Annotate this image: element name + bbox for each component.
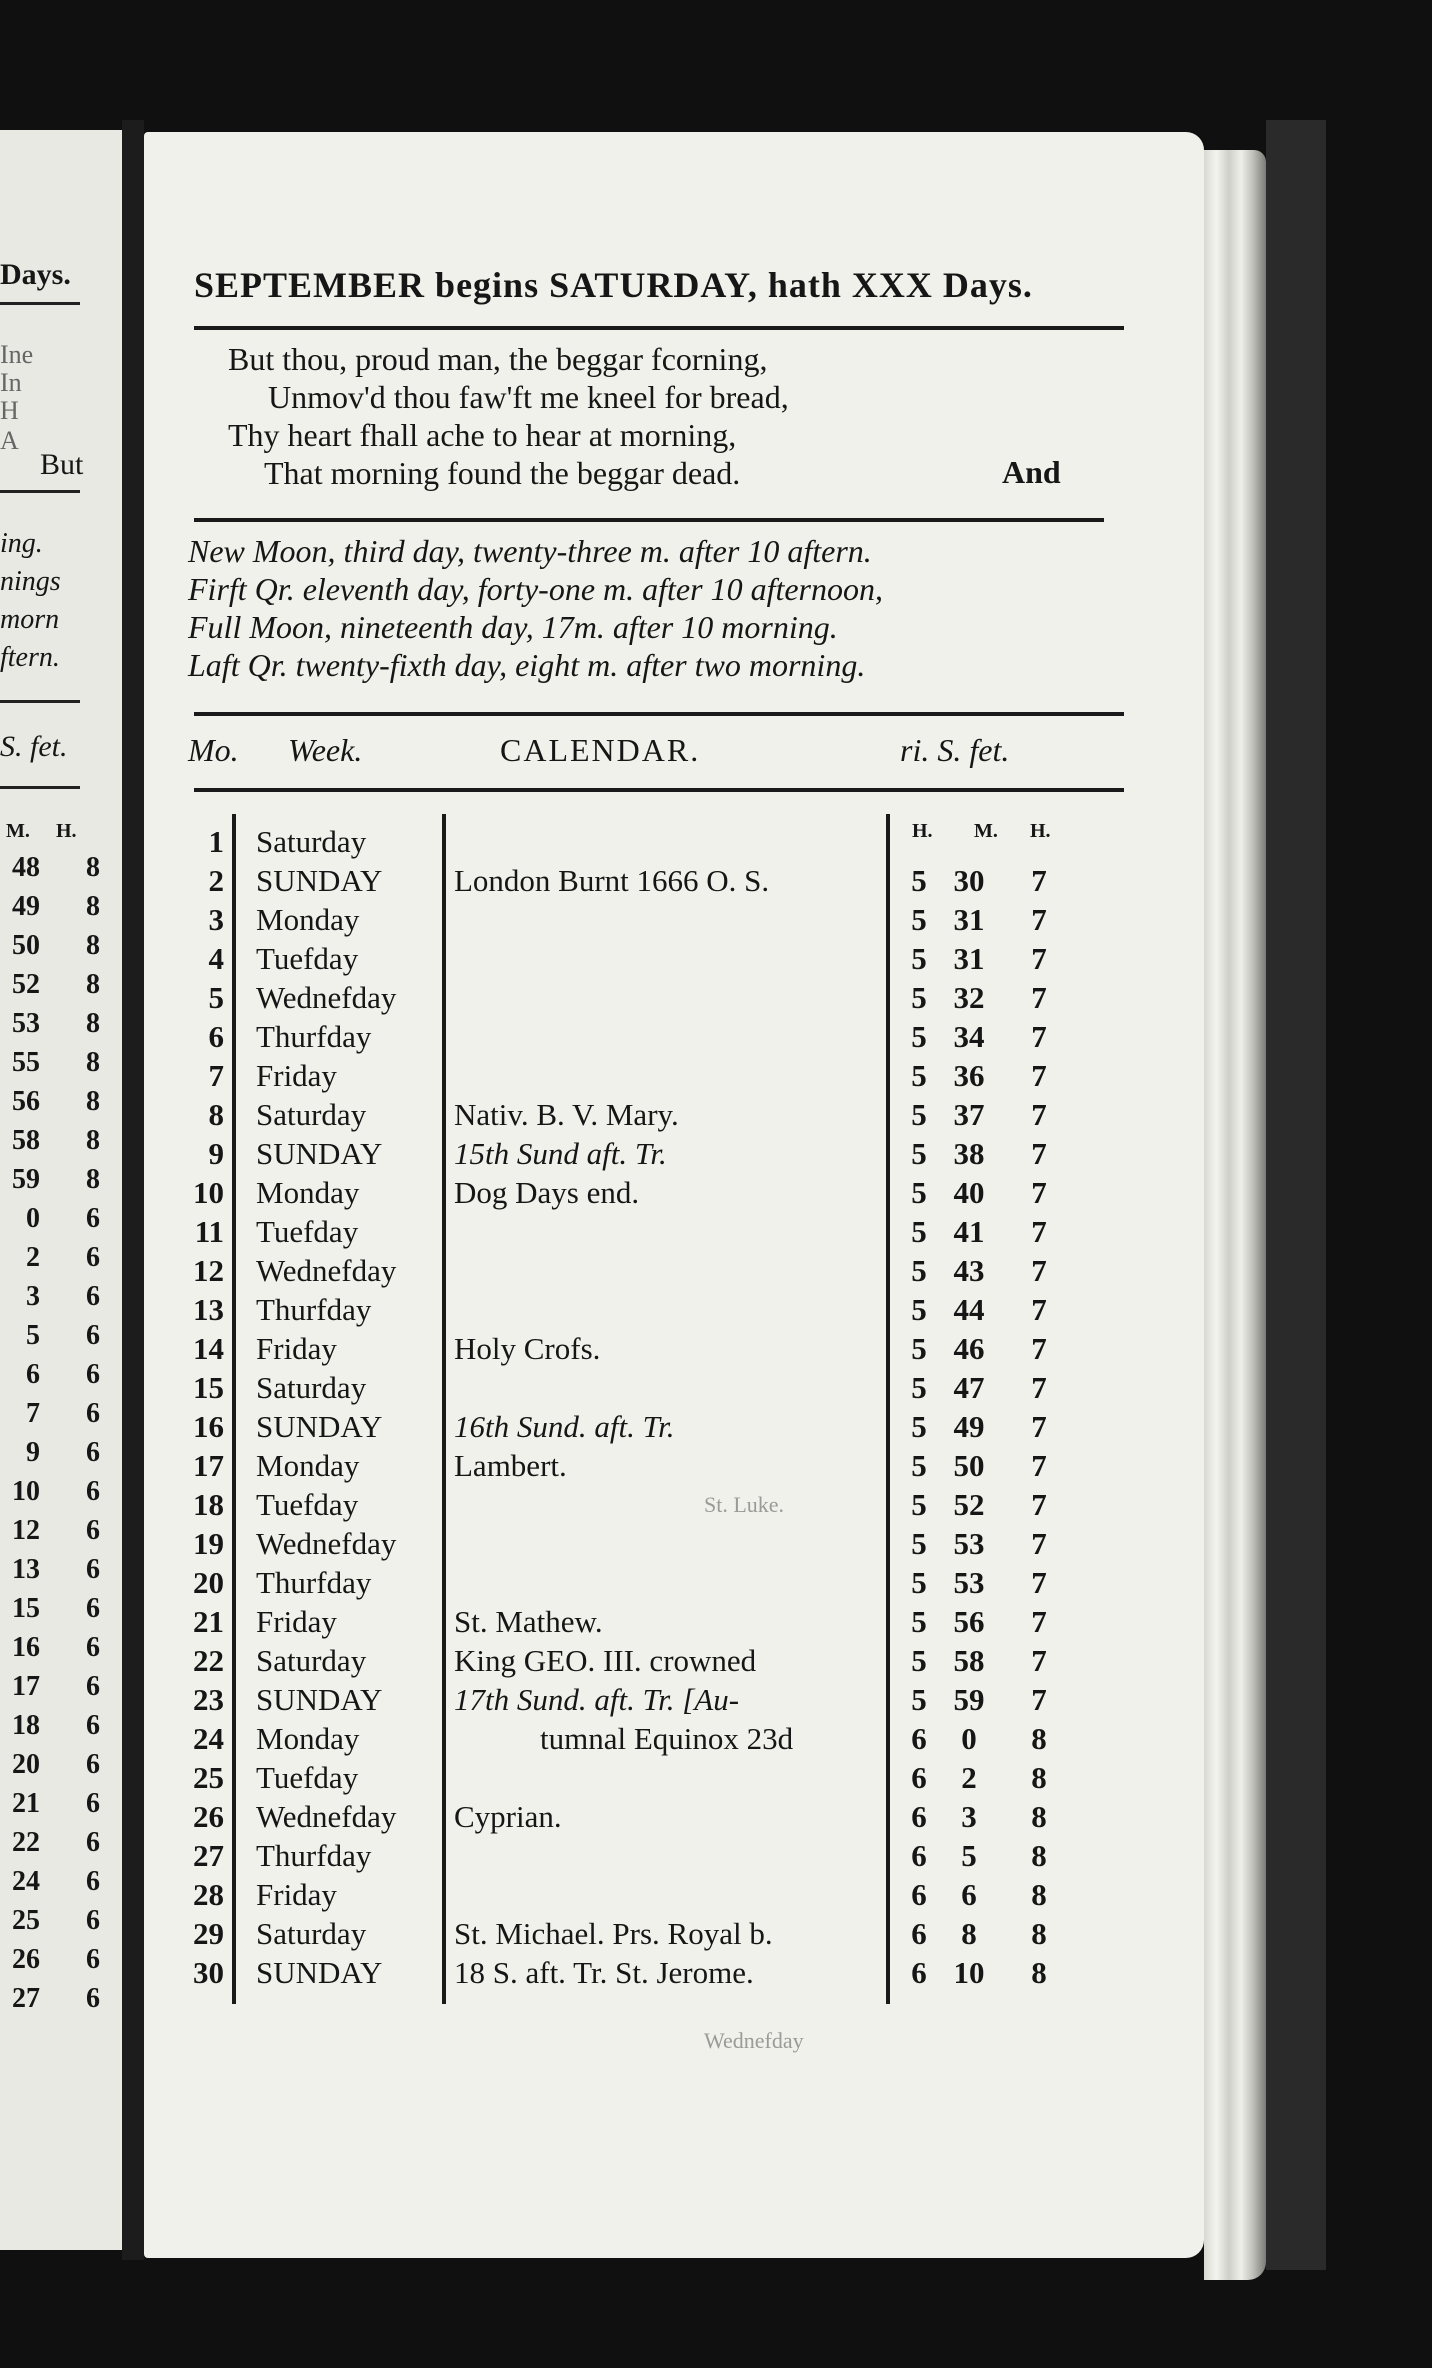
sun-set-hour: 7 xyxy=(1031,941,1047,976)
sun-rise-hour: 5 xyxy=(911,1682,927,1717)
sun-rise-hour: 5 xyxy=(911,1565,927,1600)
facing-minute-value: 27 xyxy=(12,1983,40,2014)
calendar-row xyxy=(144,1368,1204,1407)
sun-minutes: 44 xyxy=(953,1292,985,1327)
calendar-row xyxy=(144,1173,1204,1212)
sun-set-hour: 7 xyxy=(1031,980,1047,1015)
facing-phase-fragment: ing. xyxy=(0,528,43,559)
facing-header-fragment: Days. xyxy=(0,258,71,291)
calendar-row xyxy=(144,1290,1204,1329)
verse-line: But thou, proud man, the beggar fcorning, xyxy=(228,341,768,377)
calendar-event: tumnal Equinox 23d xyxy=(540,1721,794,1756)
sun-rise-hour: 5 xyxy=(911,1058,927,1093)
sun-minutes: 8 xyxy=(961,1916,977,1951)
day-number: 17 xyxy=(193,1448,224,1483)
day-number: 5 xyxy=(208,980,224,1015)
day-number: 9 xyxy=(208,1136,224,1171)
sun-minutes: 58 xyxy=(953,1643,985,1678)
facing-hour-value: 6 xyxy=(86,1710,100,1741)
facing-minute-value: 17 xyxy=(12,1671,40,1702)
unit-minutes: M. xyxy=(974,820,998,842)
sun-set-hour: 7 xyxy=(1031,1331,1047,1366)
page-stack-edge xyxy=(1204,150,1266,2280)
sun-minutes: 0 xyxy=(961,1721,977,1756)
calendar-row xyxy=(144,939,1204,978)
facing-minute-value: 18 xyxy=(12,1710,40,1741)
weekday: Tuefday xyxy=(256,1760,359,1795)
facing-minute-value: 6 xyxy=(26,1359,40,1390)
calendar-event: Holy Crofs. xyxy=(454,1331,601,1366)
sun-minutes: 49 xyxy=(953,1409,985,1444)
calendar-row xyxy=(144,1797,1204,1836)
calendar-event: Lambert. xyxy=(454,1448,567,1483)
sun-rise-hour: 5 xyxy=(911,1526,927,1561)
page-heading: SEPTEMBER begins SATURDAY, hath XXX Days. xyxy=(194,265,1033,305)
weekday: Friday xyxy=(256,1331,337,1366)
sun-minutes: 53 xyxy=(953,1565,985,1600)
sun-minutes: 59 xyxy=(953,1682,985,1717)
facing-verse-fragment: H xyxy=(0,396,19,425)
sun-minutes: 56 xyxy=(953,1604,985,1639)
facing-minute-value: 53 xyxy=(12,1008,40,1039)
weekday: Saturday xyxy=(256,1097,367,1132)
weekday: Tuefday xyxy=(256,1487,359,1522)
sun-rise-hour: 5 xyxy=(911,902,927,937)
sun-rise-hour: 5 xyxy=(911,1409,927,1444)
sun-rise-hour: 6 xyxy=(911,1916,927,1951)
sun-minutes: 5 xyxy=(961,1838,977,1873)
calendar-row xyxy=(144,1719,1204,1758)
day-number: 15 xyxy=(193,1370,224,1405)
calendar-row xyxy=(144,1017,1204,1056)
calendar-row xyxy=(144,900,1204,939)
weekday: Tuefday xyxy=(256,941,359,976)
facing-hour-value: 6 xyxy=(86,1944,100,1975)
day-number: 14 xyxy=(193,1331,224,1366)
calendar-row xyxy=(144,861,1204,900)
weekday: SUNDAY xyxy=(256,1136,383,1171)
calendar-row xyxy=(144,1680,1204,1719)
calendar-row xyxy=(144,1056,1204,1095)
sun-set-hour: 7 xyxy=(1031,863,1047,898)
facing-hour-value: 8 xyxy=(86,1125,100,1156)
facing-rule xyxy=(0,490,80,493)
day-number: 11 xyxy=(194,1214,224,1249)
calendar-row xyxy=(144,1563,1204,1602)
facing-minute-value: 9 xyxy=(26,1437,40,1468)
calendar-row xyxy=(144,1758,1204,1797)
facing-hour-value: 6 xyxy=(86,1827,100,1858)
sun-rise-hour: 5 xyxy=(911,1370,927,1405)
column-head-month: Mo. xyxy=(188,732,239,768)
heading-rule xyxy=(194,326,1124,330)
weekday: Wednefday xyxy=(256,1526,397,1561)
sun-set-hour: 7 xyxy=(1031,1253,1047,1288)
sun-rise-hour: 5 xyxy=(911,1175,927,1210)
sun-minutes: 36 xyxy=(953,1058,985,1093)
facing-minute-value: 56 xyxy=(12,1086,40,1117)
facing-rule xyxy=(0,786,80,789)
unit-rises-hour: H. xyxy=(912,820,933,842)
sun-minutes: 6 xyxy=(961,1877,977,1912)
facing-minute-value: 59 xyxy=(12,1164,40,1195)
facing-minute-value: 15 xyxy=(12,1593,40,1624)
day-number: 19 xyxy=(193,1526,224,1561)
moon-phase-last-quarter: Laft Qr. twenty-fixth day, eight m. after two morning. xyxy=(188,647,866,683)
calendar-event: 15th Sund aft. Tr. xyxy=(454,1136,667,1171)
calendar-row xyxy=(144,1329,1204,1368)
day-number: 8 xyxy=(208,1097,224,1132)
facing-minute-value: 58 xyxy=(12,1125,40,1156)
facing-minute-value: 24 xyxy=(12,1866,40,1897)
day-number: 20 xyxy=(193,1565,224,1600)
day-number: 3 xyxy=(208,902,224,937)
catchword: And xyxy=(1002,454,1061,490)
facing-minute-value: 10 xyxy=(12,1476,40,1507)
facing-hour-value: 6 xyxy=(86,1242,100,1273)
weekday: Friday xyxy=(256,1058,337,1093)
facing-minute-value: 55 xyxy=(12,1047,40,1078)
sun-set-hour: 7 xyxy=(1031,1214,1047,1249)
sun-minutes: 40 xyxy=(953,1175,985,1210)
sun-set-hour: 7 xyxy=(1031,1526,1047,1561)
facing-minute-value: 25 xyxy=(12,1905,40,1936)
facing-hour-value: 8 xyxy=(86,1008,100,1039)
sun-set-hour: 7 xyxy=(1031,1565,1047,1600)
calendar-row xyxy=(144,1251,1204,1290)
facing-hour-value: 6 xyxy=(86,1671,100,1702)
facing-unit-minutes: M. xyxy=(6,820,30,842)
verse-line: Unmov'd thou faw'ft me kneel for bread, xyxy=(268,379,789,415)
facing-hour-value: 8 xyxy=(86,1047,100,1078)
calendar-row xyxy=(144,1095,1204,1134)
facing-phase-fragment: morn xyxy=(0,604,60,635)
sun-rise-hour: 5 xyxy=(911,863,927,898)
moon-phase-full: Full Moon, nineteenth day, 17m. after 10 morning. xyxy=(188,609,838,645)
weekday: Monday xyxy=(256,1175,360,1210)
facing-rule xyxy=(0,302,80,305)
almanac-page xyxy=(144,132,1204,2258)
calendar-row xyxy=(144,1641,1204,1680)
calendar-row xyxy=(144,1134,1204,1173)
facing-hour-value: 6 xyxy=(86,1320,100,1351)
weekday: Wednefday xyxy=(256,1253,397,1288)
calendar-event: St. Michael. Prs. Royal b. xyxy=(454,1916,773,1951)
show-through-text: Wednefday xyxy=(704,2028,804,2053)
sun-set-hour: 7 xyxy=(1031,1448,1047,1483)
day-number: 30 xyxy=(193,1955,224,1990)
sun-rise-hour: 5 xyxy=(911,1097,927,1132)
day-number: 12 xyxy=(193,1253,224,1288)
day-number: 22 xyxy=(193,1643,224,1678)
facing-hour-value: 8 xyxy=(86,1164,100,1195)
facing-minute-value: 22 xyxy=(12,1827,40,1858)
facing-hour-value: 6 xyxy=(86,1905,100,1936)
sun-set-hour: 7 xyxy=(1031,902,1047,937)
weekday: SUNDAY xyxy=(256,1409,383,1444)
day-number: 23 xyxy=(193,1682,224,1717)
facing-hour-value: 6 xyxy=(86,1203,100,1234)
sun-minutes: 3 xyxy=(961,1799,977,1834)
sun-set-hour: 8 xyxy=(1031,1955,1047,1990)
facing-minute-value: 5 xyxy=(26,1320,40,1351)
day-number: 18 xyxy=(193,1487,224,1522)
facing-minute-value: 20 xyxy=(12,1749,40,1780)
calendar-row xyxy=(144,1914,1204,1953)
weekday: SUNDAY xyxy=(256,1955,383,1990)
sun-rise-hour: 5 xyxy=(911,1292,927,1327)
book-gutter xyxy=(122,120,144,2260)
sun-minutes: 31 xyxy=(953,941,985,976)
weekday: Thurfday xyxy=(256,1292,372,1327)
sun-set-hour: 7 xyxy=(1031,1136,1047,1171)
day-number: 6 xyxy=(208,1019,224,1054)
sun-rise-hour: 5 xyxy=(911,1253,927,1288)
facing-hour-value: 8 xyxy=(86,852,100,883)
sun-rise-hour: 6 xyxy=(911,1721,927,1756)
sun-minutes: 31 xyxy=(953,902,985,937)
facing-verse-fragment: Ine xyxy=(0,340,34,369)
facing-minutes-column xyxy=(0,848,40,2018)
scan-shadow xyxy=(1266,120,1326,2270)
calendar-row xyxy=(144,1602,1204,1641)
calendar-event: 17th Sund. aft. Tr. [Au- xyxy=(454,1682,740,1717)
facing-minute-value: 13 xyxy=(12,1554,40,1585)
facing-unit-hours: H. xyxy=(56,820,77,842)
sun-minutes: 38 xyxy=(953,1136,985,1171)
day-number: 13 xyxy=(193,1292,224,1327)
calendar-event: London Burnt 1666 O. S. xyxy=(454,863,770,898)
weekday: Friday xyxy=(256,1604,337,1639)
facing-hour-value: 8 xyxy=(86,1086,100,1117)
sun-minutes: 37 xyxy=(953,1097,985,1132)
calendar-event: St. Mathew. xyxy=(454,1604,603,1639)
day-number: 24 xyxy=(193,1721,224,1756)
facing-hour-value: 8 xyxy=(86,930,100,961)
sun-minutes: 47 xyxy=(953,1370,985,1405)
phase-rule xyxy=(194,712,1124,716)
calendar-row xyxy=(144,1524,1204,1563)
weekday: Monday xyxy=(256,902,360,937)
sun-rise-hour: 5 xyxy=(911,1448,927,1483)
column-head-calendar: CALENDAR. xyxy=(500,732,701,768)
facing-minute-value: 26 xyxy=(12,1944,40,1975)
calendar-event: 18 S. aft. Tr. St. Jerome. xyxy=(454,1955,754,1990)
facing-hour-value: 6 xyxy=(86,1515,100,1546)
column-head-rule xyxy=(194,788,1124,792)
sun-rise-hour: 5 xyxy=(911,1136,927,1171)
sun-minutes: 43 xyxy=(953,1253,985,1288)
facing-hour-value: 6 xyxy=(86,1554,100,1585)
sun-rise-hour: 6 xyxy=(911,1838,927,1873)
sun-minutes: 53 xyxy=(953,1526,985,1561)
verse-line: That morning found the beggar dead. xyxy=(264,455,741,491)
facing-phase-fragment: ftern. xyxy=(0,642,60,673)
sun-set-hour: 7 xyxy=(1031,1058,1047,1093)
facing-hours-column xyxy=(60,848,100,2018)
facing-minute-value: 12 xyxy=(12,1515,40,1546)
calendar-event: Nativ. B. V. Mary. xyxy=(454,1097,679,1132)
day-number: 21 xyxy=(193,1604,224,1639)
weekday: SUNDAY xyxy=(256,1682,383,1717)
sun-rise-hour: 5 xyxy=(911,941,927,976)
show-through-text: St. Luke. xyxy=(704,1492,785,1517)
sun-minutes: 30 xyxy=(953,863,985,898)
weekday: Thurfday xyxy=(256,1838,372,1873)
sun-set-hour: 8 xyxy=(1031,1838,1047,1873)
weekday: Monday xyxy=(256,1448,360,1483)
weekday: Saturday xyxy=(256,1916,367,1951)
calendar-event: King GEO. III. crowned xyxy=(454,1643,757,1678)
sun-set-hour: 7 xyxy=(1031,1019,1047,1054)
calendar-row xyxy=(144,1485,1204,1524)
sun-set-hour: 7 xyxy=(1031,1682,1047,1717)
facing-page xyxy=(0,130,122,2250)
sun-minutes: 41 xyxy=(953,1214,985,1249)
sun-rise-hour: 6 xyxy=(911,1877,927,1912)
day-number: 1 xyxy=(208,824,224,859)
sun-rise-hour: 5 xyxy=(911,980,927,1015)
sun-set-hour: 8 xyxy=(1031,1760,1047,1795)
facing-hour-value: 6 xyxy=(86,1437,100,1468)
sun-set-hour: 8 xyxy=(1031,1799,1047,1834)
facing-hour-value: 6 xyxy=(86,1281,100,1312)
weekday: Wednefday xyxy=(256,1799,397,1834)
sun-minutes: 50 xyxy=(953,1448,985,1483)
sun-rise-hour: 5 xyxy=(911,1331,927,1366)
facing-hour-value: 6 xyxy=(86,1749,100,1780)
sun-minutes: 32 xyxy=(953,980,985,1015)
facing-hour-value: 6 xyxy=(86,1788,100,1819)
calendar-row xyxy=(144,1875,1204,1914)
facing-minute-value: 49 xyxy=(12,891,40,922)
sun-set-hour: 8 xyxy=(1031,1721,1047,1756)
weekday: Saturday xyxy=(256,1643,367,1678)
weekday: Thurfday xyxy=(256,1565,372,1600)
sun-set-hour: 7 xyxy=(1031,1175,1047,1210)
calendar-row xyxy=(144,978,1204,1017)
day-number: 4 xyxy=(208,941,224,976)
sun-minutes: 46 xyxy=(953,1331,985,1366)
calendar-row xyxy=(144,1446,1204,1485)
facing-hour-value: 8 xyxy=(86,969,100,1000)
unit-sets-hour: H. xyxy=(1030,820,1051,842)
day-number: 7 xyxy=(208,1058,224,1093)
facing-hour-value: 8 xyxy=(86,891,100,922)
day-number: 26 xyxy=(193,1799,224,1834)
sun-set-hour: 7 xyxy=(1031,1487,1047,1522)
calendar-event: Dog Days end. xyxy=(454,1175,640,1210)
sun-set-hour: 7 xyxy=(1031,1643,1047,1678)
day-number: 29 xyxy=(193,1916,224,1951)
facing-column-fragment: S. fet. xyxy=(0,730,68,763)
facing-minute-value: 0 xyxy=(26,1203,40,1234)
sun-minutes: 10 xyxy=(953,1955,985,1990)
sun-rise-hour: 5 xyxy=(911,1019,927,1054)
facing-rule xyxy=(0,700,80,703)
facing-phase-fragment: nings xyxy=(0,566,61,597)
facing-minute-value: 3 xyxy=(26,1281,40,1312)
sun-minutes: 34 xyxy=(953,1019,985,1054)
facing-verse-fragment: In xyxy=(0,368,22,397)
sun-rise-hour: 5 xyxy=(911,1643,927,1678)
sun-rise-hour: 6 xyxy=(911,1760,927,1795)
verse-rule xyxy=(194,518,1104,522)
facing-catchword: But xyxy=(40,448,84,481)
sun-set-hour: 8 xyxy=(1031,1916,1047,1951)
facing-hour-value: 6 xyxy=(86,1593,100,1624)
calendar-event: Cyprian. xyxy=(454,1799,562,1834)
facing-minute-value: 2 xyxy=(26,1242,40,1273)
weekday: Friday xyxy=(256,1877,337,1912)
calendar-row xyxy=(144,1212,1204,1251)
facing-hour-value: 6 xyxy=(86,1632,100,1663)
sun-set-hour: 7 xyxy=(1031,1370,1047,1405)
weekday: Monday xyxy=(256,1721,360,1756)
facing-minute-value: 16 xyxy=(12,1632,40,1663)
calendar-row xyxy=(144,1953,1204,1992)
weekday: Saturday xyxy=(256,824,367,859)
facing-minute-value: 7 xyxy=(26,1398,40,1429)
sun-minutes: 2 xyxy=(961,1760,977,1795)
facing-minute-value: 52 xyxy=(12,969,40,1000)
calendar-row xyxy=(144,1407,1204,1446)
column-head-week: Week. xyxy=(288,732,363,768)
facing-hour-value: 6 xyxy=(86,1983,100,2014)
moon-phase-first-quarter: Firft Qr. eleventh day, forty-one m. after 10 afternoon, xyxy=(188,571,883,607)
facing-minute-value: 48 xyxy=(12,852,40,883)
sun-set-hour: 8 xyxy=(1031,1877,1047,1912)
weekday: SUNDAY xyxy=(256,863,383,898)
day-number: 27 xyxy=(193,1838,224,1873)
weekday: Thurfday xyxy=(256,1019,372,1054)
sun-set-hour: 7 xyxy=(1031,1097,1047,1132)
day-number: 28 xyxy=(193,1877,224,1912)
calendar-event: 16th Sund. aft. Tr. xyxy=(454,1409,675,1444)
facing-hour-value: 6 xyxy=(86,1398,100,1429)
day-number: 25 xyxy=(193,1760,224,1795)
sun-rise-hour: 5 xyxy=(911,1487,927,1522)
facing-minute-value: 21 xyxy=(12,1788,40,1819)
weekday: Saturday xyxy=(256,1370,367,1405)
sun-rise-hour: 6 xyxy=(911,1799,927,1834)
facing-verse-fragment: A xyxy=(0,426,19,455)
sun-set-hour: 7 xyxy=(1031,1604,1047,1639)
day-number: 10 xyxy=(193,1175,224,1210)
sun-rise-hour: 5 xyxy=(911,1214,927,1249)
calendar-row xyxy=(144,1836,1204,1875)
verse-line: Thy heart fhall ache to hear at morning, xyxy=(228,417,737,453)
facing-minute-value: 50 xyxy=(12,930,40,961)
sun-set-hour: 7 xyxy=(1031,1409,1047,1444)
facing-hour-value: 6 xyxy=(86,1866,100,1897)
column-head-rises-sets: ri. S. fet. xyxy=(900,732,1010,768)
weekday: Wednefday xyxy=(256,980,397,1015)
weekday: Tuefday xyxy=(256,1214,359,1249)
moon-phase-new: New Moon, third day, twenty-three m. after 10 aftern. xyxy=(188,533,872,569)
calendar-row xyxy=(144,822,1204,861)
day-number: 2 xyxy=(208,863,224,898)
sun-rise-hour: 5 xyxy=(911,1604,927,1639)
facing-hour-value: 6 xyxy=(86,1476,100,1507)
sun-rise-hour: 6 xyxy=(911,1955,927,1990)
sun-minutes: 52 xyxy=(953,1487,985,1522)
day-number: 16 xyxy=(193,1409,224,1444)
sun-set-hour: 7 xyxy=(1031,1292,1047,1327)
facing-hour-value: 6 xyxy=(86,1359,100,1390)
